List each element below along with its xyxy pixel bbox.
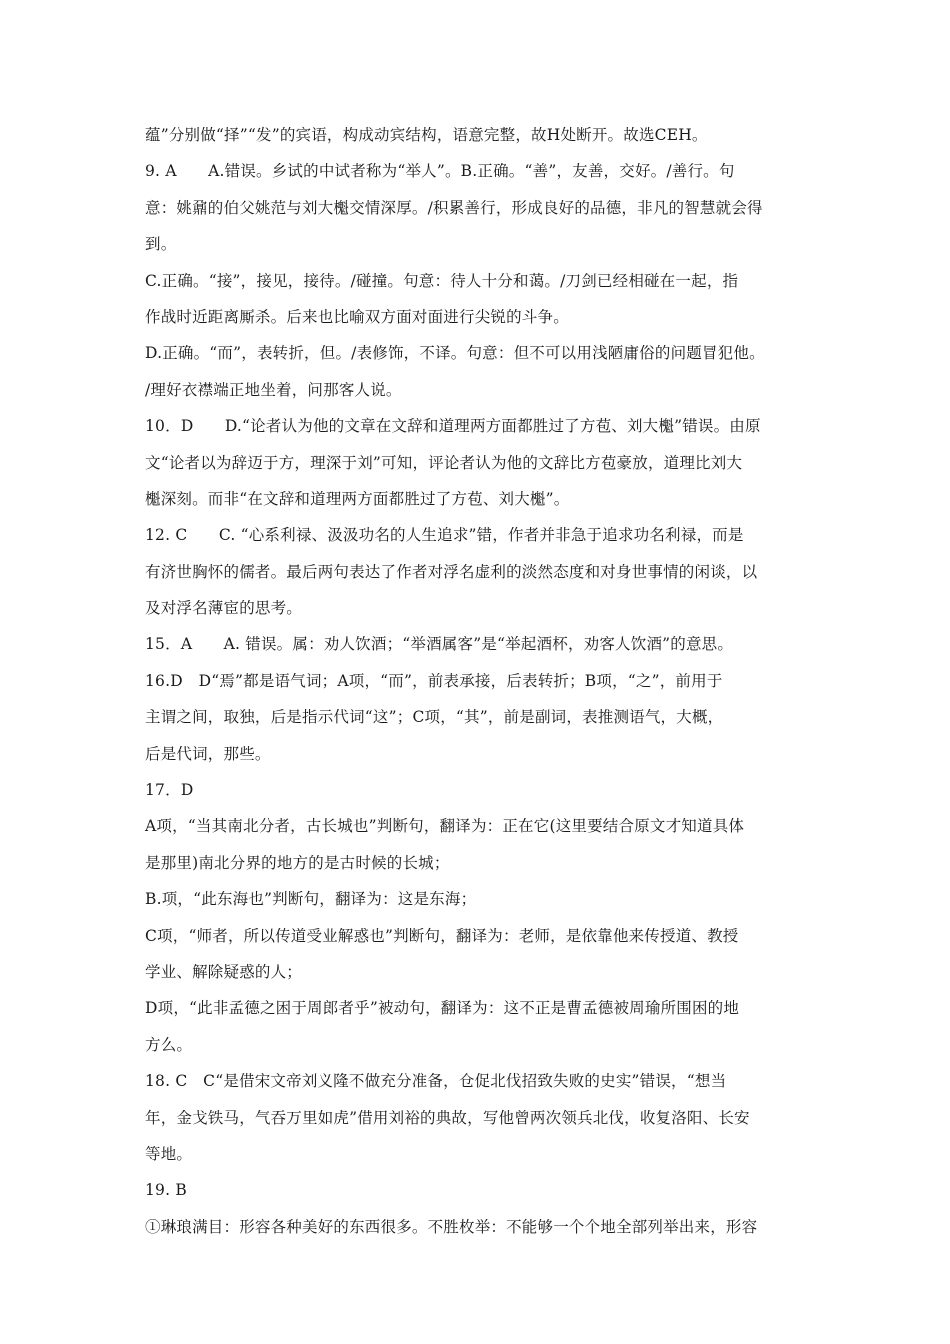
text-line: 17．D — [145, 781, 194, 800]
text-line: 及对浮名薄宦的思考。 — [145, 599, 303, 618]
text-line: 15．A A. 错误。属：劝人饮酒；“举酒属客”是“举起酒杯，劝客人饮酒”的意思。 — [145, 635, 734, 654]
text-line: 到。 — [145, 235, 177, 254]
text-line: C项，“师者，所以传道受业解惑也”判断句，翻译为：老师，是依靠他来传授道、教授 — [145, 926, 739, 945]
text-line: 12. C C. “心系利禄、汲汲功名的人生追求”错，作者并非急于追求功名利禄，而是 — [145, 526, 744, 545]
text-line: 年，金戈铁马，气吞万里如虎”借用刘裕的典故，写他曾两次领兵北伐，收复洛阳、长安 — [145, 1108, 750, 1127]
text-line: 等地。 — [145, 1144, 193, 1163]
text-line: 是那里)南北分界的地方的是古时候的长城； — [145, 853, 450, 872]
text-line: 18. C C“是借宋文帝刘义隆不做充分准备，仓促北伐招致失败的史实”错误，“想当 — [145, 1072, 727, 1091]
text-line: 学业、解除疑惑的人； — [145, 962, 303, 981]
text-line: 方么。 — [145, 1035, 193, 1054]
text-line: 櫆深刻。而非“在文辞和道理两方面都胜过了方苞、刘大櫆”。 — [145, 489, 570, 508]
text-line: 蕴”分别做“择”“发”的宾语，构成动宾结构，语意完整，故H处断开。故选CEH。 — [145, 126, 708, 144]
text-line: 有济世胸怀的儒者。最后两句表达了作者对浮名虚利的淡然态度和对身世事情的闲谈，以 — [145, 562, 758, 581]
text-line: 9. A A.错误。乡试的中试者称为“举人”。B.正确。“善”，友善，交好。/善行。句 — [145, 162, 735, 181]
text-line: 主谓之间，取独，后是指示代词“这”；C项，“其”，前是副词，表推测语气，大概， — [145, 708, 724, 727]
answer-text-body — [145, 117, 825, 1245]
text-line: D.正确。“而”，表转折，但。/表修饰，不译。句意：但不可以用浅陋庸俗的问题冒犯他。 — [145, 344, 765, 363]
text-line: /理好衣襟端正地坐着，问那客人说。 — [145, 380, 402, 399]
text-line: 10．D D.“论者认为他的文章在文辞和道理两方面都胜过了方苞、刘大櫆”错误。由原 — [145, 417, 761, 436]
text-line: D项，“此非孟德之困于周郎者乎”被动句，翻译为：这不正是曹孟德被周瑜所围困的地 — [145, 999, 740, 1018]
text-line: ①琳琅满目：形容各种美好的东西很多。不胜枚举：不能够一个个地全部列举出来，形容 — [145, 1217, 758, 1236]
text-line: 作战时近距离厮杀。后来也比喻双方面对面进行尖锐的斗争。 — [145, 307, 569, 326]
text-line: 后是代词，那些。 — [145, 744, 271, 763]
text-line: 16.D D“焉”都是语气词；A项，“而”，前表承接，后表转折；B项，“之”，前用于 — [145, 671, 723, 690]
text-line: C.正确。“接”，接见，接待。/碰撞。句意：待人十分和蔼。/刀剑已经相碰在一起，指 — [145, 271, 739, 290]
text-line: 文“论者以为辞迈于方，理深于刘”可知，评论者认为他的文辞比方苞豪放，道理比刘大 — [145, 453, 743, 472]
text-line: B.项，“此东海也”判断句，翻译为：这是东海； — [145, 890, 477, 909]
text-line: 意：姚鼐的伯父姚范与刘大櫆交情深厚。/积累善行，形成良好的品德，非凡的智慧就会得 — [145, 198, 763, 217]
text-line: 19. B — [145, 1181, 187, 1200]
text-line: A项，“当其南北分者，古长城也”判断句，翻译为：正在它(这里要结合原文才知道具体 — [145, 817, 745, 836]
